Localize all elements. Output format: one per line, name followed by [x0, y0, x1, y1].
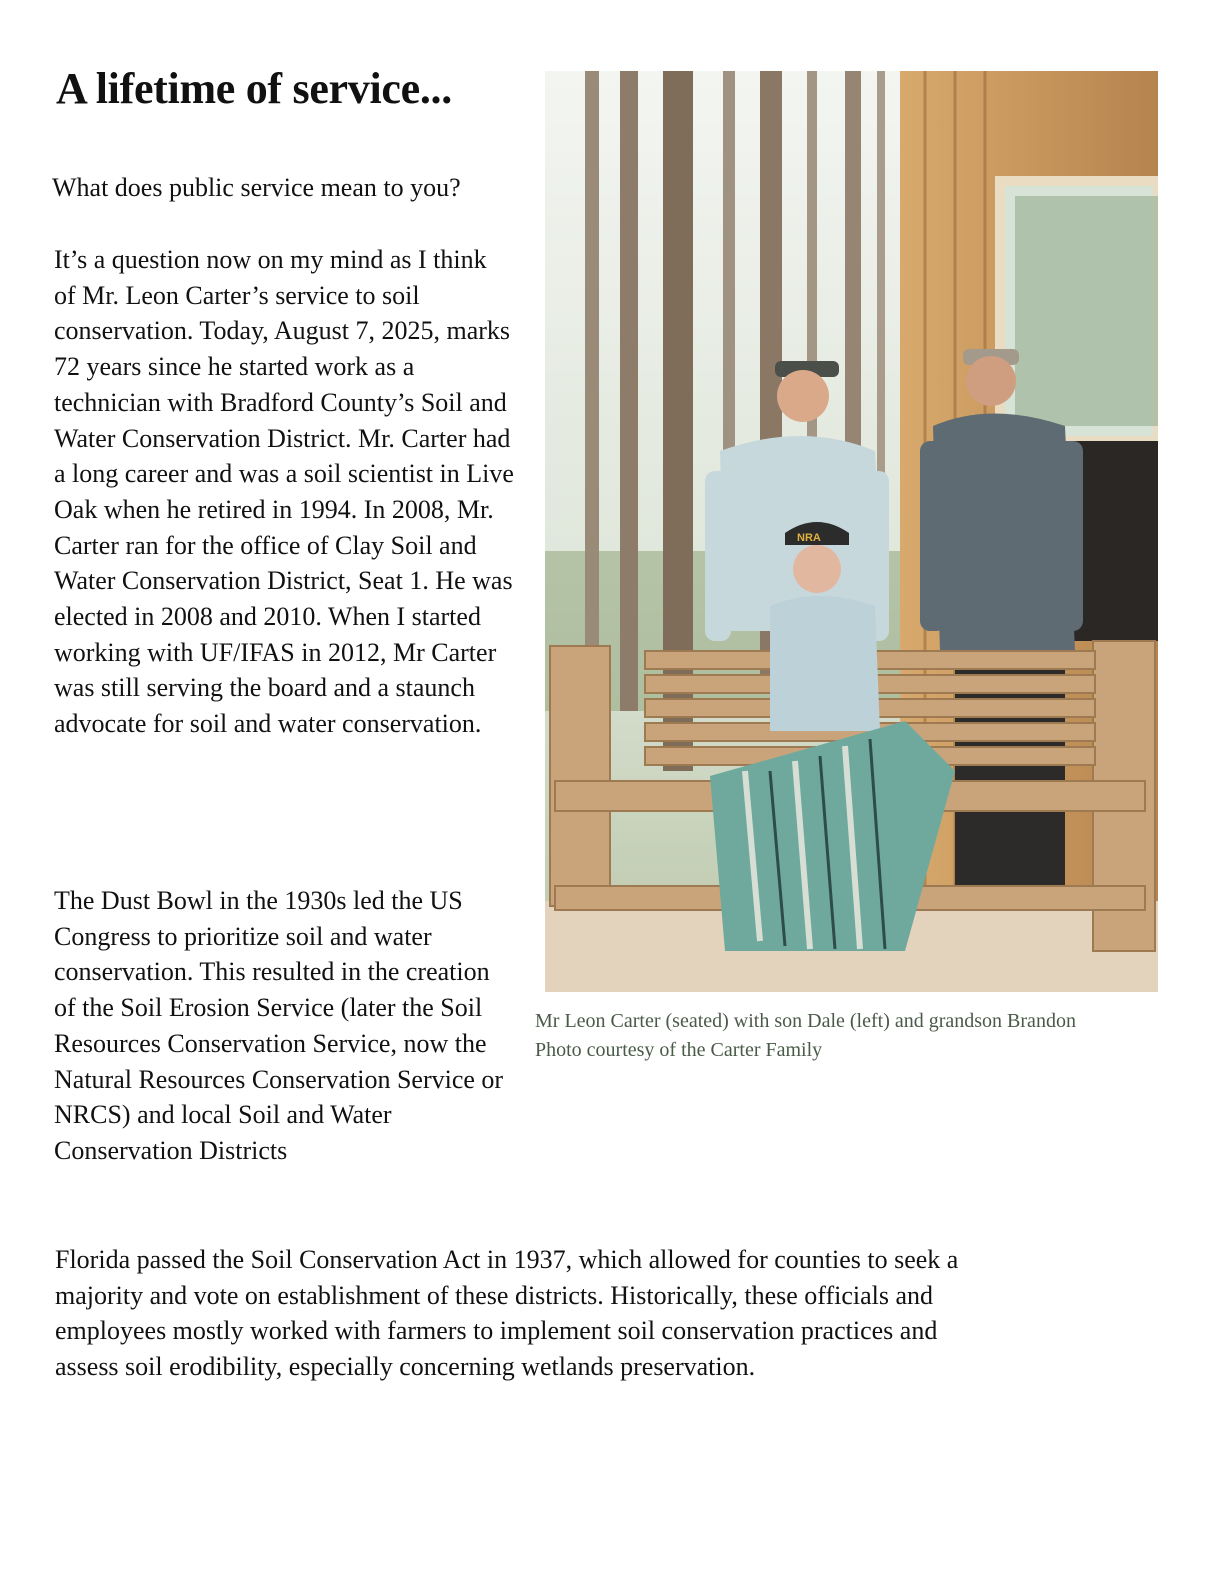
- hat-logo: NRA: [797, 532, 821, 544]
- carter-family-photo: [545, 71, 1158, 992]
- caption-line-2: Photo courtesy of the Carter Family: [535, 1039, 823, 1061]
- article-title: A lifetime of service...: [56, 64, 452, 113]
- photo-caption: [535, 1007, 1175, 1065]
- paragraph-carter-service: It’s a question now on my mind as I think of Mr. Leon Carter’s service to soil conservation. Today, August 7, 2025, marks 72 years since he started work as a technician with Bradford County’s Soil and Water Conservation District. Mr. Carter had a long career and was a soil scientist in Live Oak when he retired in 1994. In 2008, Mr. Carter ran for the office of Clay Soil and Water Conservation District, Seat 1. He was elected in 2008 and 2010. When I started working with UF/IFAS in 2012, Mr Carter was still serving the board and a staunch advocate for soil and water conservation.: [54, 245, 514, 739]
- paragraph-dust-bowl: The Dust Bowl in the 1930s led the US Congress to prioritize soil and water conservation. This resulted in the creation of the Soil Erosion Service (later the Soil Resources Conservation Service, now the Natural Resources Conservation Service or NRCS) and local Soil and Water Conservation Districts: [54, 886, 504, 1165]
- caption-line-1: Mr Leon Carter (seated) with son Dale (left) and grandson Brandon: [535, 1010, 1076, 1032]
- lead-question: What does public service mean to you?: [52, 173, 461, 202]
- paragraph-florida-act: Florida passed the Soil Conservation Act in 1937, which allowed for counties to seek a majority and vote on establishment of these districts. Historically, these officials and employees mostly worked with farmers to implement soil conservation practices and assess soil erodibility, especially concerning wetlands preservation.: [55, 1245, 959, 1382]
